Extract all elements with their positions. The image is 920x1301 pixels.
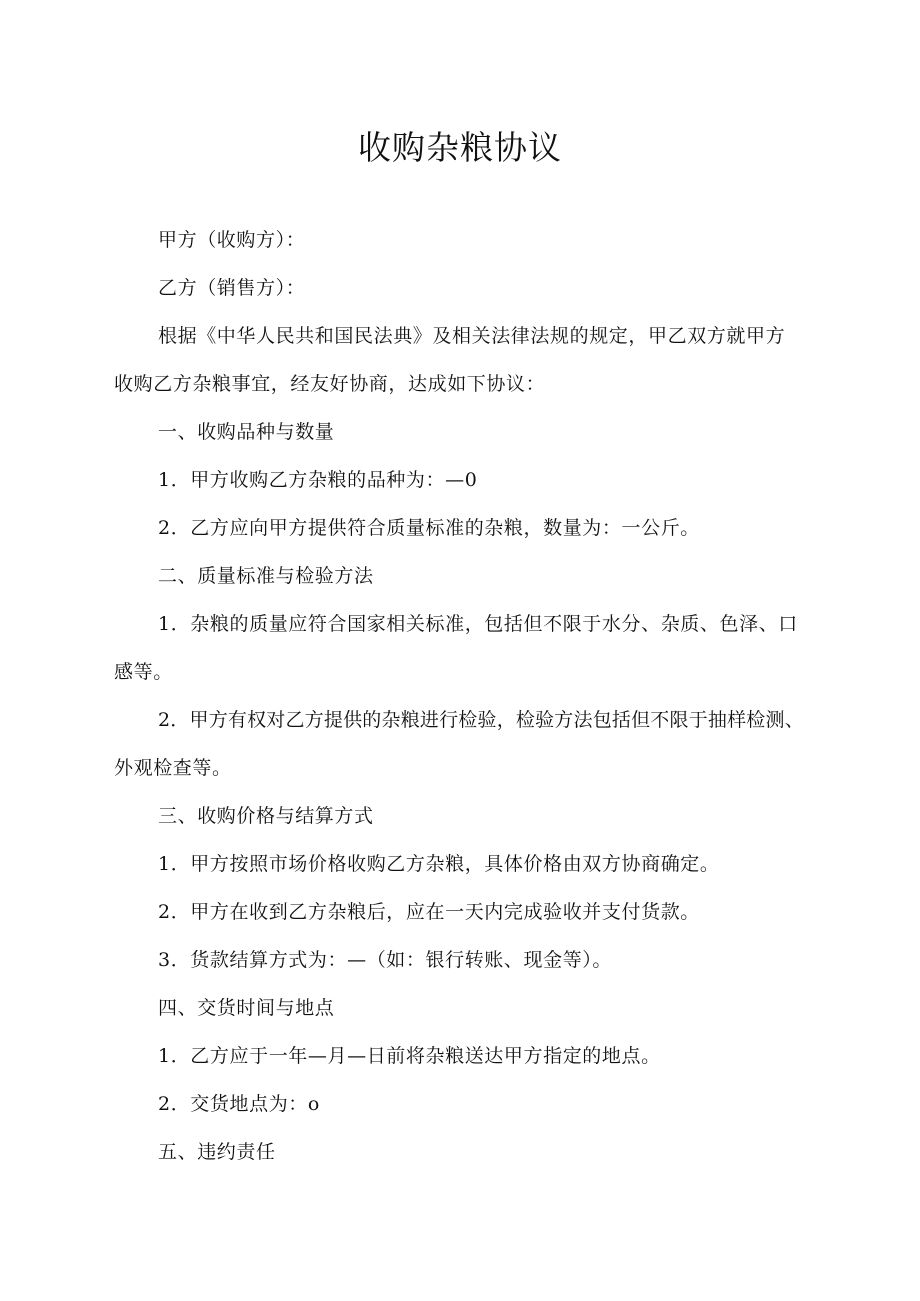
section-1-heading: 一、收购品种与数量 xyxy=(158,421,335,443)
section-2-item-2-line-1: 2．甲方有权对乙方提供的杂粮进行检验，检验方法包括但不限于抽样检测、 xyxy=(158,709,804,731)
section-3-item-2: 2．甲方在收到乙方杂粮后，应在一天内完成验收并支付货款。 xyxy=(158,901,700,923)
section-2-item-1-line-1: 1．杂粮的质量应符合国家相关标准，包括但不限于水分、杂质、色泽、口 xyxy=(158,613,798,635)
section-4-item-2: 2．交货地点为：o xyxy=(158,1093,320,1115)
intro-line-2: 收购乙方杂粮事宜，经友好协商，达成如下协议： xyxy=(114,373,546,395)
document-title: 收购杂粮协议 xyxy=(358,128,562,167)
section-4-heading: 四、交货时间与地点 xyxy=(158,997,335,1019)
section-3-heading: 三、收购价格与结算方式 xyxy=(158,805,374,827)
section-2-item-2-line-2: 外观检查等。 xyxy=(114,757,232,779)
intro-line-1: 根据《中华人民共和国民法典》及相关法律法规的规定，甲乙双方就甲方 xyxy=(158,325,786,347)
section-5-heading: 五、违约责任 xyxy=(158,1141,276,1163)
section-2-item-1-line-2: 感等。 xyxy=(114,661,173,683)
section-1-item-1: 1．甲方收购乙方杂粮的品种为：—0 xyxy=(158,469,478,491)
party-a-line: 甲方（收购方）： xyxy=(158,229,306,251)
section-3-item-1: 1．甲方按照市场价格收购乙方杂粮，具体价格由双方协商确定。 xyxy=(158,853,720,875)
section-3-item-3: 3．货款结算方式为：—（如：银行转账、现金等）。 xyxy=(158,949,612,971)
party-b-line: 乙方（销售方）： xyxy=(158,277,306,299)
section-4-item-1: 1．乙方应于一年—月—日前将杂粮送达甲方指定的地点。 xyxy=(158,1045,661,1067)
section-1-item-2: 2．乙方应向甲方提供符合质量标准的杂粮，数量为：一公斤。 xyxy=(158,517,700,539)
section-2-heading: 二、质量标准与检验方法 xyxy=(158,565,374,587)
